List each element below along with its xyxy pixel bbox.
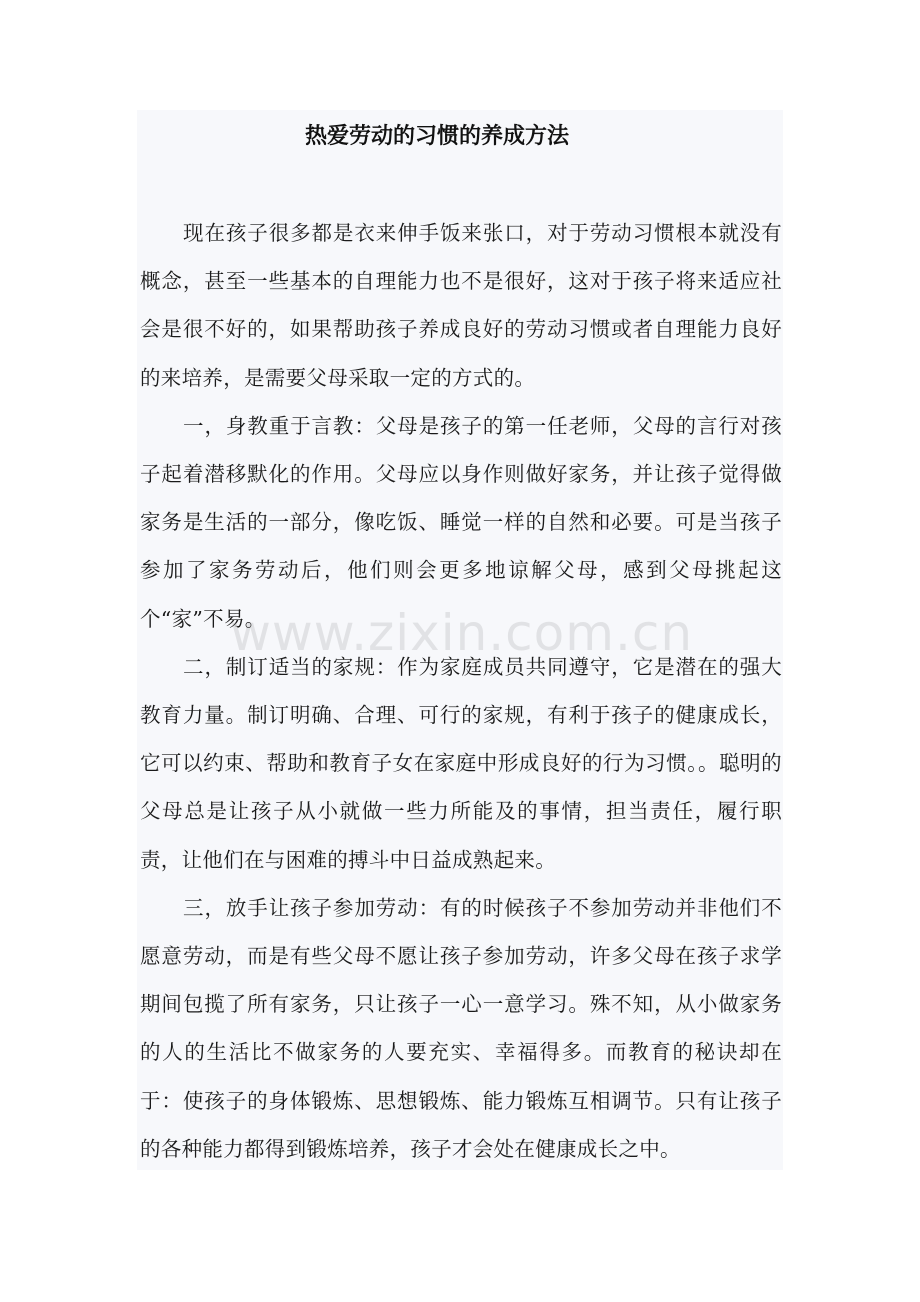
- document-title: 热爱劳动的习惯的养成方法: [304, 124, 569, 149]
- paragraph-three: 三，放手让孩子参加劳动：有的时候孩子不参加劳动并非他们不愿意劳动，而是有些父母不愿让孩子参加劳动，许多父母在孩子求学期间包揽了所有家务，只让孩子一心一意学习。殊不知，从小做家务的人的生活比不做家务的人要充实、幸福得多。而教育的秘诀却在于：使孩子的身体锻炼、思想锻炼、能力锻炼互相调节。只有让孩子的各种能力都得到锻炼培养，孩子才会处在健康成长之中。: [140, 895, 782, 1161]
- paragraph-intro: 现在孩子很多都是衣来伸手饭来张口，对于劳动习惯根本就没有概念，甚至一些基本的自理能力也不是很好，这对于孩子将来适应社会是很不好的，如果帮助孩子养成良好的劳动习惯或者自理能力良好的来培养，是需要父母采取一定的方式的。: [140, 221, 782, 390]
- document-body: [140, 209, 782, 1173]
- paragraph-one: 一，身教重于言教：父母是孩子的第一任老师，父母的言行对孩子起着潜移默化的作用。父母应以身作则做好家务，并让孩子觉得做家务是生活的一部分，像吃饭、睡觉一样的自然和必要。可是当孩子参加了家务劳动后，他们则会更多地谅解父母，感到父母挑起这个“家”不易。: [140, 413, 782, 631]
- watermark: www.zixin.com.cn: [230, 604, 694, 662]
- paragraph-two: 二，制订适当的家规：作为家庭成员共同遵守，它是潜在的强大教育力量。制订明确、合理、可行的家规，有利于孩子的健康成长，它可以约束、帮助和教育子女在家庭中形成良好的行为习惯。。聪明的父母总是让孩子从小就做一些力所能及的事情，担当责任，履行职责，让他们在与困难的搏斗中日益成熟起来。: [140, 654, 782, 872]
